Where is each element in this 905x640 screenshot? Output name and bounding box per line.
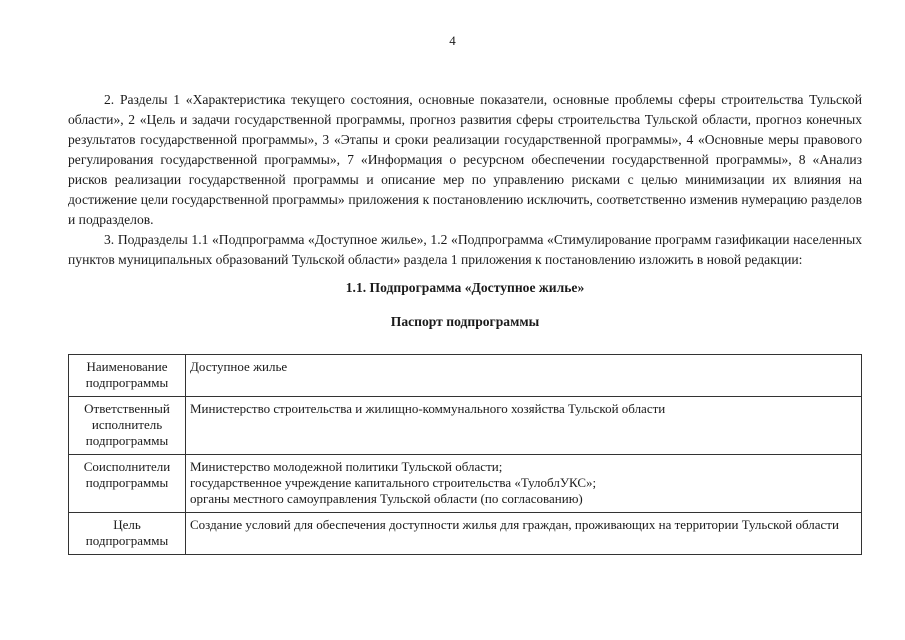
value-line: Министерство строительства и жилищно-коммунального хозяйства Тульской области [190, 401, 666, 416]
value-line: Создание условий для обеспечения доступности жилья для граждан, проживающих на территории Тульской области [190, 517, 839, 532]
paragraph-3: 3. Подразделы 1.1 «Подпрограмма «Доступное жилье», 1.2 «Подпрограмма «Стимулирование программ газификации населенных пунктов муниципальных образований Тульской области» раздела 1 приложения к постановлению изложить в новой редакции: [68, 232, 862, 267]
passport-title: Паспорт подпрограммы [390, 314, 540, 329]
value-line: государственное учреждение капитального строительства «ТулоблУКС»; [190, 475, 597, 490]
value-line: органы местного самоуправления Тульской области (по согласованию) [190, 491, 583, 506]
row-value-coexecutors [186, 455, 862, 513]
passport-table [68, 354, 862, 555]
row-label-goal: Цель подпрограммы [69, 513, 186, 555]
paragraph-2: 2. Разделы 1 «Характеристика текущего состояния, основные показатели, основные проблемы сферы строительства Тульской области», 2 «Цель и задачи государственной программы, прогноз развития сферы строительства Тульской области, прогноз конечных результатов государственной программы», 3 «Этапы и сроки реализации государственной программы», 4 «Основные меры правового регулирования государственной программы», 7 «Информация о ресурсном обеспечении государственной программы», 8 «Анализ рисков реализации государственной программы и описание мер по управлению рисками с целью минимизации их влияния на достижение цели государственной программы» приложения к постановлению исключить, соответственно изменив нумерацию разделов и подразделов. [68, 92, 862, 227]
row-label-name: Наименование подпрограммы [69, 355, 186, 397]
document-body [68, 90, 862, 332]
table-row [69, 455, 862, 513]
row-value-executor [186, 397, 862, 455]
row-label-executor: Ответственный исполнитель подпрограммы [69, 397, 186, 455]
table-row [69, 397, 862, 455]
row-label-coexecutors: Соисполнители подпрограммы [69, 455, 186, 513]
value-line: Министерство молодежной политики Тульской области; [190, 459, 503, 474]
page-number: 4 [449, 33, 456, 48]
table-row [69, 355, 862, 397]
row-value-name [186, 355, 862, 397]
section-title: 1.1. Подпрограмма «Доступное жилье» [345, 280, 585, 295]
table-row [69, 513, 862, 555]
row-value-goal [186, 513, 862, 555]
value-line: Доступное жилье [190, 359, 288, 374]
